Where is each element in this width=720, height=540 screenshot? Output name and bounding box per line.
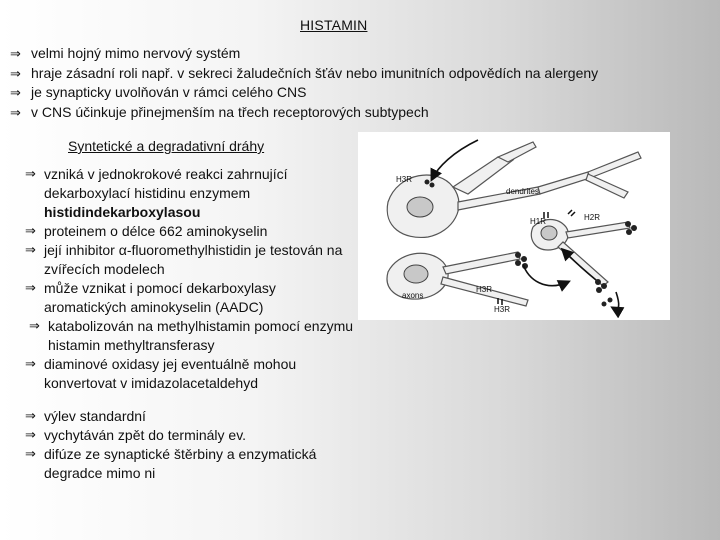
receptor-mark: [568, 210, 572, 214]
h3r-feedback-arrow: [432, 140, 478, 179]
vesicle: [626, 229, 632, 235]
vesicle: [602, 302, 607, 307]
implies-arrow-icon: ⇒: [25, 243, 36, 258]
implies-arrow-icon: ⇒: [10, 105, 21, 121]
h3r-mid-label: H3R: [476, 285, 493, 294]
implies-arrow-icon: ⇒: [25, 447, 36, 462]
implies-arrow-icon: ⇒: [25, 357, 36, 372]
dendrite-branch: [586, 174, 628, 198]
release-bullet: [25, 426, 355, 445]
synthesis-bullet-text: diaminové oxidasy jej eventuálně mohou konvertovat v imidazolacetaldehyd: [44, 356, 297, 391]
implies-arrow-icon: ⇒: [25, 224, 36, 239]
intro-bullet: [10, 64, 598, 84]
synthesis-bullet-text: katabolizován na methylhistamin pomocí enzymu histamin methyltransferasy: [48, 318, 354, 353]
release-bullet-text: difúze ze synaptické štěrbiny a enzymatická degradce mimo ni: [44, 446, 317, 481]
release-bullet: [25, 445, 355, 483]
implies-arrow-icon: ⇒: [10, 86, 21, 101]
intro-bullet: [10, 103, 598, 123]
section-subtitle: Syntetické a degradativní dráhy: [68, 138, 265, 154]
vesicle: [625, 221, 631, 227]
h1r-arrow: [563, 250, 596, 280]
implies-arrow-icon: ⇒: [25, 428, 36, 443]
h2r-label: H2R: [584, 213, 601, 222]
synthesis-bullet: [25, 165, 355, 222]
intro-bullet-text: velmi hojný mimo nervový systém: [31, 45, 241, 61]
vesicle: [515, 260, 521, 266]
nucleus: [407, 197, 433, 217]
vesicle: [521, 256, 527, 262]
axon-branch: [566, 222, 630, 238]
h3r-bottom-label: H3R: [494, 305, 511, 314]
neuron-diagram-svg: [358, 132, 670, 320]
vesicle: [430, 183, 435, 188]
implies-arrow-icon: ⇒: [25, 167, 36, 182]
synthesis-bullet-text: její inhibitor α-fluoromethylhistidin je testován na zvířecích modelech: [44, 242, 343, 277]
axons-label: axons: [402, 291, 424, 300]
h3r-axon-arrow: [613, 292, 619, 309]
nucleus: [541, 226, 557, 240]
axon-branch: [558, 242, 608, 286]
synthesis-bullet-text: proteinem o délce 662 aminokyselin: [44, 223, 268, 239]
implies-arrow-icon: ⇒: [10, 47, 21, 62]
synthesis-bullet: [25, 279, 355, 317]
enzyme-name: histidindekarboxylasou: [44, 204, 201, 220]
neuron-cells: [387, 142, 641, 306]
release-bullet: [25, 407, 355, 426]
synthesis-bullet-list: [25, 165, 355, 483]
vesicle: [515, 252, 521, 258]
implies-arrow-icon: ⇒: [29, 319, 40, 334]
alpha-symbol: α: [118, 242, 127, 258]
synthesis-bullet-text: může vznikat i pomocí dekarboxylasy aromatických aminokyselin (AADC): [44, 280, 276, 315]
synthesis-bullet: [25, 317, 355, 355]
axon-branch: [443, 252, 520, 274]
implies-arrow-icon: ⇒: [25, 409, 36, 424]
dendrite-branch: [453, 157, 513, 194]
dendrite-branch: [498, 142, 536, 162]
intro-bullet-text: je synapticky uvolňován v rámci celého CNS: [31, 84, 307, 100]
intro-bullet: [10, 83, 598, 103]
dendrite-branch: [588, 152, 641, 178]
implies-arrow-icon: ⇒: [25, 281, 36, 296]
nucleus: [404, 265, 428, 283]
vesicle: [601, 283, 607, 289]
h1r-label: H1R: [530, 217, 547, 226]
dendrites-label: dendrites: [506, 187, 539, 196]
release-bullet-text: vychytáván zpět do terminály ev.: [44, 427, 247, 443]
histamine-neuron-diagram: [358, 132, 670, 320]
vesicle: [596, 287, 602, 293]
h3r-top-label: H3R: [396, 175, 413, 184]
dendrite-branch: [538, 172, 590, 194]
implies-arrow-icon: ⇒: [10, 66, 21, 82]
synthesis-bullet: [25, 222, 355, 241]
synthesis-bullet: [25, 355, 355, 393]
intro-bullet: [10, 44, 598, 64]
receptor-mark: [571, 212, 575, 216]
intro-bullet-text: hraje zásadní roli např. v sekreci žaludečních šťáv nebo imunitních odpovědích na alergeny: [31, 64, 599, 81]
release-bullet-text: výlev standardní: [44, 408, 146, 424]
vesicle: [425, 180, 430, 185]
synthesis-bullet-text: vzniká v jednokrokové reakci zahrnující dekarboxylací histidinu enzymem histidindekarboxylasou: [44, 166, 288, 220]
release-arrow: [523, 264, 568, 286]
synthesis-bullet: [25, 241, 355, 279]
vesicle: [631, 225, 637, 231]
intro-bullet-list: [10, 44, 598, 122]
page-title: HISTAMIN: [300, 17, 368, 33]
vesicle: [608, 298, 613, 303]
intro-bullet-text: v CNS účinkuje přinejmenším na třech receptorových subtypech: [31, 103, 429, 120]
